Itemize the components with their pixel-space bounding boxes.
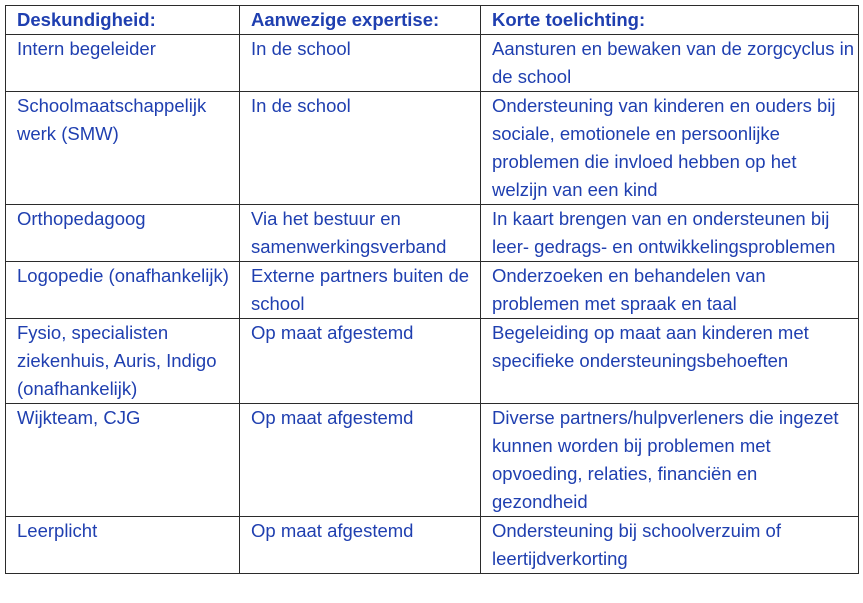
expertise-table bbox=[5, 5, 859, 574]
cell-deskundigheid: Orthopedagoog bbox=[6, 205, 240, 262]
table-row bbox=[6, 404, 859, 517]
cell-toelichting: Onderzoeken en behandelen van problemen met spraak en taal bbox=[481, 262, 859, 319]
cell-toelichting: In kaart brengen van en ondersteunen bij leer- gedrags- en ontwikkelingsproblemen bbox=[481, 205, 859, 262]
header-korte-toelichting: Korte toelichting: bbox=[481, 6, 859, 35]
cell-deskundigheid: Logopedie (onafhankelijk) bbox=[6, 262, 240, 319]
cell-expertise: Op maat afgestemd bbox=[240, 404, 481, 517]
cell-expertise: Via het bestuur en samenwerkingsverband bbox=[240, 205, 481, 262]
cell-toelichting: Diverse partners/hulpverleners die ingezet kunnen worden bij problemen met opvoeding, relaties, financiën en gezondheid bbox=[481, 404, 859, 517]
table-header-row bbox=[6, 6, 859, 35]
header-deskundigheid: Deskundigheid: bbox=[6, 6, 240, 35]
cell-deskundigheid: Fysio, specialisten ziekenhuis, Auris, Indigo (onafhankelijk) bbox=[6, 319, 240, 404]
cell-expertise: Externe partners buiten de school bbox=[240, 262, 481, 319]
cell-expertise: In de school bbox=[240, 35, 481, 92]
cell-expertise: Op maat afgestemd bbox=[240, 319, 481, 404]
table-row bbox=[6, 262, 859, 319]
table-row bbox=[6, 35, 859, 92]
table-row bbox=[6, 205, 859, 262]
cell-toelichting: Ondersteuning van kinderen en ouders bij sociale, emotionele en persoonlijke problemen die invloed hebben op het welzijn van een kind bbox=[481, 92, 859, 205]
cell-expertise: In de school bbox=[240, 92, 481, 205]
cell-deskundigheid: Wijkteam, CJG bbox=[6, 404, 240, 517]
table-row bbox=[6, 92, 859, 205]
cell-deskundigheid: Schoolmaatschappelijk werk (SMW) bbox=[6, 92, 240, 205]
cell-deskundigheid: Intern begeleider bbox=[6, 35, 240, 92]
table-row bbox=[6, 319, 859, 404]
cell-expertise: Op maat afgestemd bbox=[240, 517, 481, 574]
cell-toelichting: Aansturen en bewaken van de zorgcyclus in de school bbox=[481, 35, 859, 92]
table-row bbox=[6, 517, 859, 574]
cell-deskundigheid: Leerplicht bbox=[6, 517, 240, 574]
cell-toelichting: Begeleiding op maat aan kinderen met specifieke ondersteuningsbehoeften bbox=[481, 319, 859, 404]
header-aanwezige-expertise: Aanwezige expertise: bbox=[240, 6, 481, 35]
cell-toelichting: Ondersteuning bij schoolverzuim of leertijdverkorting bbox=[481, 517, 859, 574]
